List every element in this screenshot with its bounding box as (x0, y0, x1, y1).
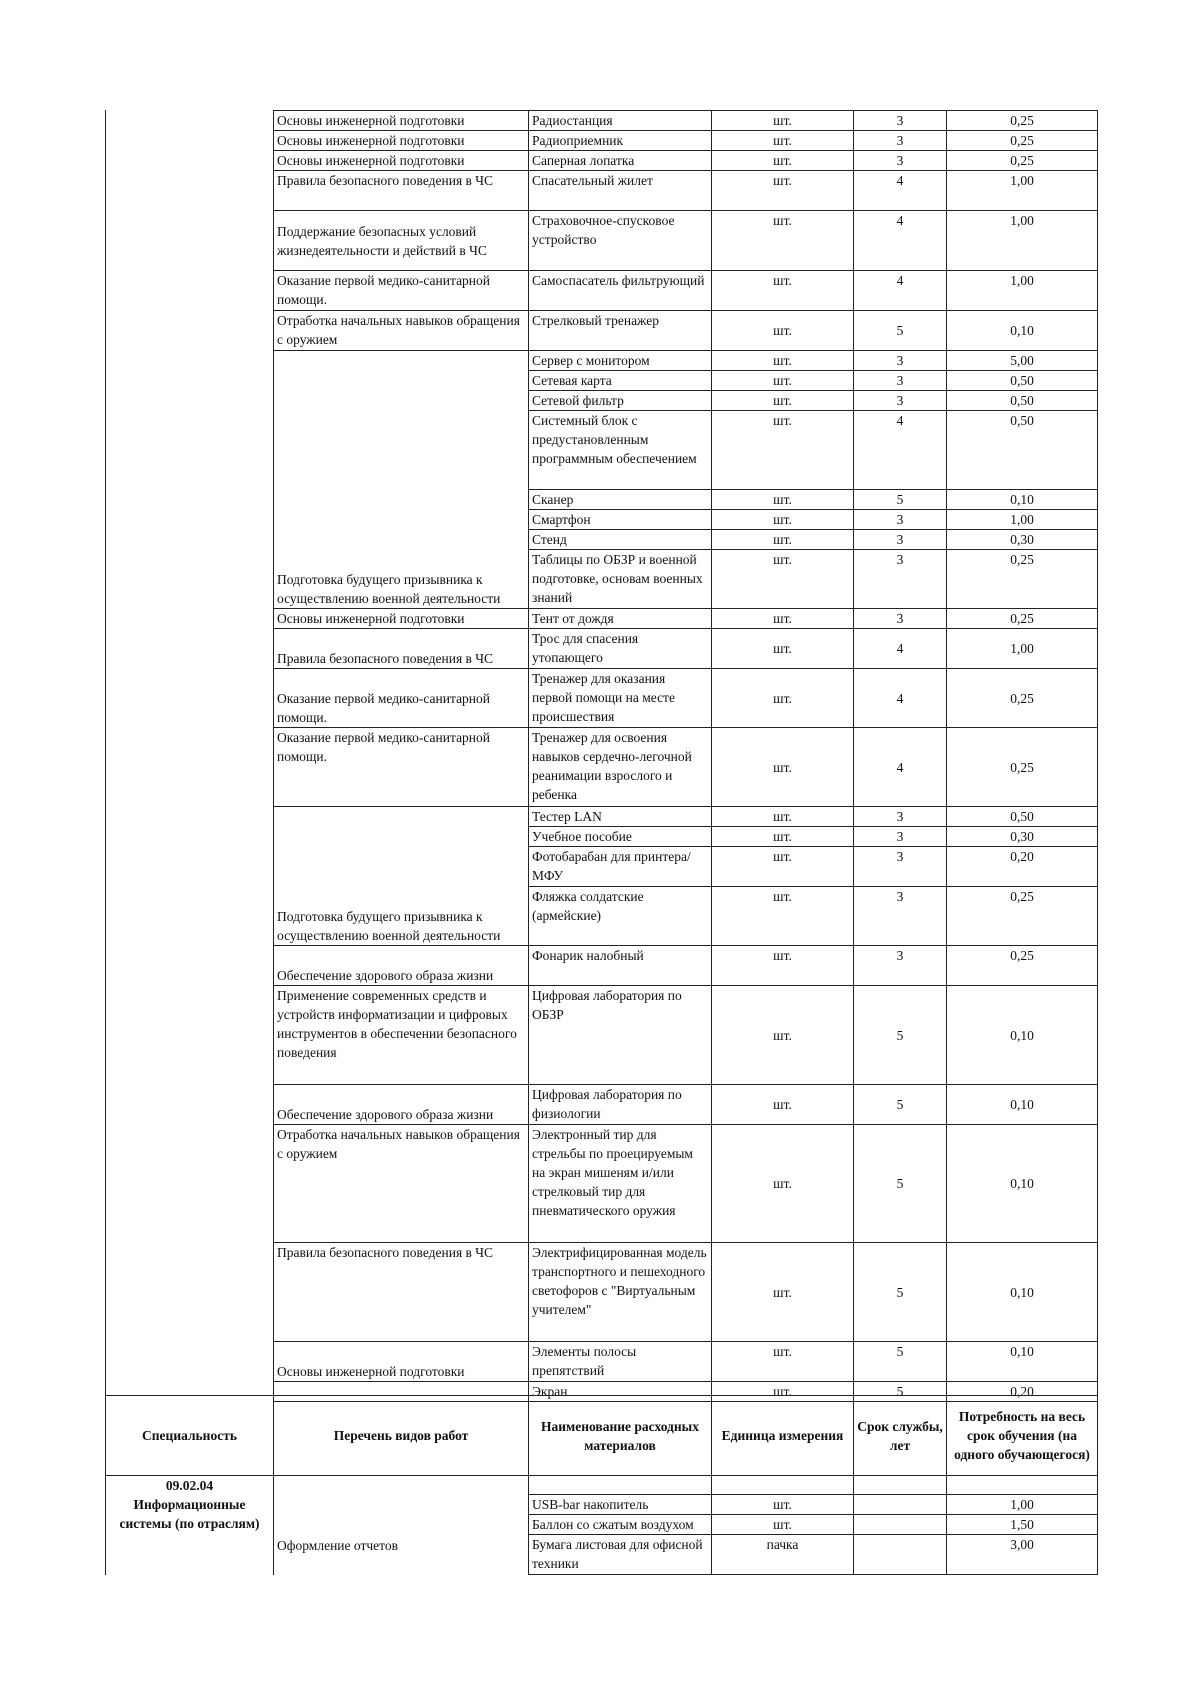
table-row (274, 271, 1098, 311)
life-cell: 3 (854, 371, 947, 391)
life-cell: 4 (854, 669, 947, 728)
item-cell: Тент от дождя (529, 609, 712, 629)
table-row (274, 111, 1098, 131)
life-cell: 4 (854, 171, 947, 211)
unit-cell: шт. (712, 807, 854, 827)
life-cell: 3 (854, 530, 947, 550)
life-cell: 5 (854, 986, 947, 1085)
need-cell: 0,50 (947, 391, 1098, 411)
unit-cell: шт. (712, 111, 854, 131)
item-cell: Таблицы по ОБЗР и военной подготовке, основам военных знаний (529, 550, 712, 609)
item-cell (529, 1476, 712, 1495)
unit-cell: шт. (712, 271, 854, 311)
table-row (274, 1085, 1098, 1125)
equipment-table (273, 110, 1098, 1402)
header-life: Срок службы, лет (854, 1396, 947, 1476)
need-cell: 1,00 (947, 271, 1098, 311)
table-row (106, 1476, 1098, 1495)
work-cell: Применение современных средств и устройств информатизации и цифровых инструментов в обеспечении безопасного поведения (274, 986, 529, 1085)
unit-cell: шт. (712, 669, 854, 728)
work-cell: Основы инженерной подготовки (274, 1342, 529, 1382)
unit-cell: шт. (712, 1243, 854, 1342)
work-cell: Поддержание безопасных условий жизнедеятельности и действий в ЧС (274, 211, 529, 271)
work-cell: Правила безопасного поведения в ЧС (274, 629, 529, 669)
life-cell: 3 (854, 847, 947, 887)
specialty-cell: 09.02.04 Информационные системы (по отраслям) (106, 1476, 274, 1575)
life-cell: 5 (854, 490, 947, 510)
unit-cell (712, 1476, 854, 1495)
life-cell: 4 (854, 271, 947, 311)
item-cell: Страховочное-спусковое устройство (529, 211, 712, 271)
unit-cell: шт. (712, 151, 854, 171)
life-cell (854, 1535, 947, 1575)
need-cell: 0,30 (947, 827, 1098, 847)
table-row (274, 807, 1098, 827)
item-cell: Баллон со сжатым воздухом (529, 1515, 712, 1535)
table-row (274, 669, 1098, 728)
table-row (274, 211, 1098, 271)
item-cell: Экран (529, 1382, 712, 1402)
unit-cell: шт. (712, 131, 854, 151)
unit-cell: пачка (712, 1535, 854, 1575)
table-row (274, 1342, 1098, 1382)
need-cell: 0,25 (947, 111, 1098, 131)
table-row (274, 131, 1098, 151)
life-cell: 3 (854, 946, 947, 986)
table-row (274, 171, 1098, 211)
work-cell: Отработка начальных навыков обращения с оружием (274, 1125, 529, 1243)
work-cell: Подготовка будущего призывника к осуществлению военной деятельности (274, 351, 529, 609)
need-cell: 1,00 (947, 211, 1098, 271)
unit-cell: шт. (712, 629, 854, 669)
item-cell: Цифровая лаборатория по ОБЗР (529, 986, 712, 1085)
item-cell: Бумага листовая для офисной техники (529, 1535, 712, 1575)
life-cell: 3 (854, 510, 947, 530)
work-cell: Подготовка будущего призывника к осуществлению военной деятельности (274, 807, 529, 946)
need-cell: 1,00 (947, 1495, 1098, 1515)
item-cell: Тестер LAN (529, 807, 712, 827)
life-cell: 4 (854, 411, 947, 490)
need-cell: 1,00 (947, 171, 1098, 211)
need-cell: 0,20 (947, 1382, 1098, 1402)
life-cell: 4 (854, 211, 947, 271)
table-row (274, 351, 1098, 371)
life-cell: 5 (854, 1243, 947, 1342)
unit-cell: шт. (712, 490, 854, 510)
consumables-table (105, 1395, 1098, 1575)
unit-cell: шт. (712, 1085, 854, 1125)
unit-cell: шт. (712, 728, 854, 807)
life-cell: 3 (854, 151, 947, 171)
left-border-rule (105, 110, 106, 1395)
work-cell: Правила безопасного поведения в ЧС (274, 1243, 529, 1342)
life-cell: 3 (854, 807, 947, 827)
unit-cell: шт. (712, 351, 854, 371)
work-cell: Основы инженерной подготовки (274, 131, 529, 151)
need-cell: 0,30 (947, 530, 1098, 550)
work-cell: Основы инженерной подготовки (274, 151, 529, 171)
work-cell: Основы инженерной подготовки (274, 111, 529, 131)
item-cell: Фотобарабан для принтера/МФУ (529, 847, 712, 887)
need-cell: 0,25 (947, 669, 1098, 728)
life-cell: 3 (854, 827, 947, 847)
work-cell: Правила безопасного поведения в ЧС (274, 171, 529, 211)
item-cell: Сервер с монитором (529, 351, 712, 371)
table-row (274, 629, 1098, 669)
header-materials: Наименование расходных материалов (529, 1396, 712, 1476)
need-cell: 0,25 (947, 609, 1098, 629)
need-cell: 1,50 (947, 1515, 1098, 1535)
table-row (274, 986, 1098, 1085)
life-cell: 5 (854, 311, 947, 351)
item-cell: Фляжка солдатские (армейские) (529, 887, 712, 946)
life-cell: 4 (854, 728, 947, 807)
item-cell: Самоспасатель фильтрующий (529, 271, 712, 311)
unit-cell: шт. (712, 827, 854, 847)
item-cell: Стенд (529, 530, 712, 550)
need-cell: 0,10 (947, 986, 1098, 1085)
need-cell: 5,00 (947, 351, 1098, 371)
unit-cell: шт. (712, 847, 854, 887)
unit-cell: шт. (712, 1515, 854, 1535)
item-cell: Радиоприемник (529, 131, 712, 151)
life-cell (854, 1495, 947, 1515)
header-specialty: Специальность (106, 1396, 274, 1476)
item-cell: Учебное пособие (529, 827, 712, 847)
unit-cell: шт. (712, 1125, 854, 1243)
table-row (274, 1243, 1098, 1342)
unit-cell: шт. (712, 171, 854, 211)
life-cell (854, 1476, 947, 1495)
work-cell: Основы инженерной подготовки (274, 609, 529, 629)
item-cell: Тренажер для освоения навыков сердечно-легочной реанимации взрослого и ребенка (529, 728, 712, 807)
need-cell: 0,25 (947, 550, 1098, 609)
unit-cell: шт. (712, 211, 854, 271)
work-cell: Оказание первой медико-санитарной помощи. (274, 669, 529, 728)
item-cell: Трос для спасения утопающего (529, 629, 712, 669)
unit-cell: шт. (712, 391, 854, 411)
need-cell: 0,25 (947, 728, 1098, 807)
item-cell: Системный блок с предустановленным программным обеспечением (529, 411, 712, 490)
item-cell: Сетевой фильтр (529, 391, 712, 411)
need-cell: 1,00 (947, 629, 1098, 669)
need-cell: 0,25 (947, 151, 1098, 171)
work-cell: Оказание первой медико-санитарной помощи. (274, 728, 529, 807)
life-cell: 3 (854, 609, 947, 629)
life-cell: 3 (854, 391, 947, 411)
need-cell: 0,10 (947, 1243, 1098, 1342)
header-need: Потребность на весь срок обучения (на одного обучающегося) (947, 1396, 1098, 1476)
unit-cell: шт. (712, 530, 854, 550)
unit-cell: шт. (712, 609, 854, 629)
header-row (106, 1396, 1098, 1476)
need-cell: 0,10 (947, 1342, 1098, 1382)
table-row (274, 728, 1098, 807)
need-cell: 1,00 (947, 510, 1098, 530)
table-row (274, 946, 1098, 986)
need-cell: 0,50 (947, 371, 1098, 391)
item-cell: Электрифицированная модель транспортного и пешеходного светофоров с "Виртуальным учителем" (529, 1243, 712, 1342)
table-row (274, 151, 1098, 171)
life-cell: 4 (854, 629, 947, 669)
item-cell: Спасательный жилет (529, 171, 712, 211)
item-cell: Фонарик налобный (529, 946, 712, 986)
unit-cell: шт. (712, 1342, 854, 1382)
unit-cell: шт. (712, 1495, 854, 1515)
need-cell: 0,25 (947, 131, 1098, 151)
life-cell: 3 (854, 887, 947, 946)
work-cell: Обеспечение здорового образа жизни (274, 1085, 529, 1125)
life-cell: 3 (854, 131, 947, 151)
item-cell: USB-bar накопитель (529, 1495, 712, 1515)
life-cell: 3 (854, 550, 947, 609)
need-cell: 0,10 (947, 490, 1098, 510)
unit-cell: шт. (712, 371, 854, 391)
unit-cell: шт. (712, 311, 854, 351)
table-row (274, 1125, 1098, 1243)
need-cell: 0,25 (947, 946, 1098, 986)
item-cell: Сетевая карта (529, 371, 712, 391)
life-cell: 5 (854, 1125, 947, 1243)
work-cell: Оказание первой медико-санитарной помощи. (274, 271, 529, 311)
item-cell: Смартфон (529, 510, 712, 530)
unit-cell: шт. (712, 550, 854, 609)
header-unit: Единица измерения (712, 1396, 854, 1476)
unit-cell: шт. (712, 986, 854, 1085)
work-cell: Обеспечение здорового образа жизни (274, 946, 529, 986)
unit-cell: шт. (712, 510, 854, 530)
item-cell: Электронный тир для стрельбы по проецируемым на экран мишеням и/или стрелковый тир для пневматического оружия (529, 1125, 712, 1243)
need-cell (947, 1476, 1098, 1495)
item-cell: Радиостанция (529, 111, 712, 131)
item-cell: Цифровая лаборатория по физиологии (529, 1085, 712, 1125)
item-cell: Стрелковый тренажер (529, 311, 712, 351)
need-cell: 3,00 (947, 1535, 1098, 1575)
unit-cell: шт. (712, 946, 854, 986)
need-cell: 0,50 (947, 807, 1098, 827)
life-cell: 5 (854, 1342, 947, 1382)
life-cell: 5 (854, 1382, 947, 1402)
item-cell: Саперная лопатка (529, 151, 712, 171)
unit-cell: шт. (712, 887, 854, 946)
need-cell: 0,25 (947, 887, 1098, 946)
table-row (274, 609, 1098, 629)
need-cell: 0,20 (947, 847, 1098, 887)
need-cell: 0,50 (947, 411, 1098, 490)
need-cell: 0,10 (947, 1085, 1098, 1125)
life-cell: 5 (854, 1085, 947, 1125)
unit-cell: шт. (712, 411, 854, 490)
life-cell (854, 1515, 947, 1535)
table-row (274, 311, 1098, 351)
item-cell: Тренажер для оказания первой помощи на месте происшествия (529, 669, 712, 728)
need-cell: 0,10 (947, 1125, 1098, 1243)
life-cell: 3 (854, 351, 947, 371)
work-cell: Оформление отчетов (274, 1476, 529, 1575)
life-cell: 3 (854, 111, 947, 131)
work-cell: Отработка начальных навыков обращения с оружием (274, 311, 529, 351)
item-cell: Сканер (529, 490, 712, 510)
unit-cell: шт. (712, 1382, 854, 1402)
header-work-list: Перечень видов работ (274, 1396, 529, 1476)
need-cell: 0,10 (947, 311, 1098, 351)
item-cell: Элементы полосы препятствий (529, 1342, 712, 1382)
